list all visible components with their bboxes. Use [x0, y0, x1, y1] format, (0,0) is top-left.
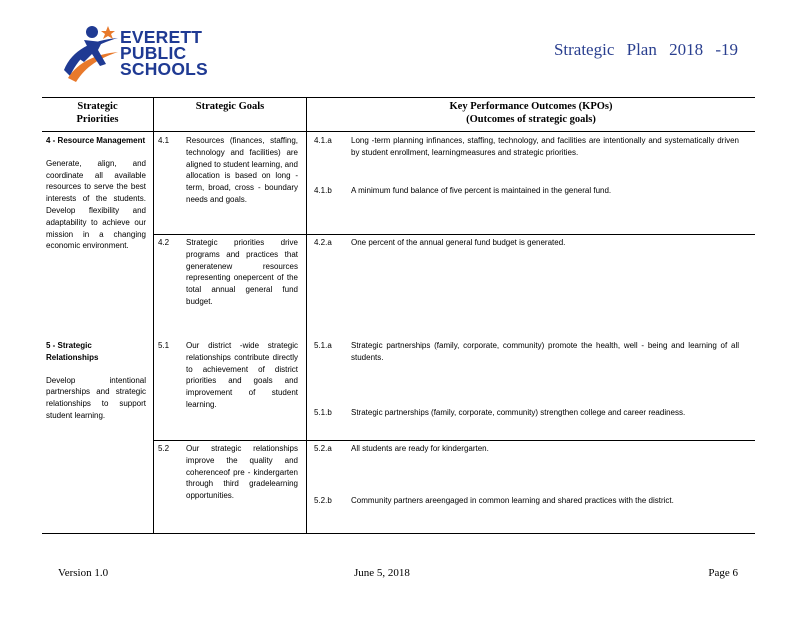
- logo-line-2: PUBLIC: [120, 43, 187, 63]
- goal-text: Resources (finances, staffing, technology and facilities) are aligned to student learning, and allocation is based on long -term, broad, cross - boundary needs and goals.: [186, 136, 298, 204]
- kpo-text: Community partners areengaged in common learning and shared practices with the district.: [351, 496, 674, 505]
- priority-4: [46, 135, 146, 252]
- goal-text: Our district -wide strategic relationships contribute directly to achievement of district priorities and goals and improvement of student learning.: [186, 341, 298, 409]
- logo-line-1: EVERETT: [120, 27, 203, 47]
- header-goals-title: Strategic Goals: [195, 101, 265, 112]
- header-goals: [154, 100, 306, 113]
- kpo-number: 4.2.a: [314, 238, 332, 247]
- goal-number: 4.1: [158, 136, 170, 145]
- kpo-number: 4.1.b: [314, 186, 332, 195]
- row-rule-5-2: [153, 440, 755, 441]
- logo-line-3: SCHOOLS: [120, 59, 208, 79]
- row-rule-4-2: [153, 234, 755, 235]
- priority-title: 4 - Resource Management: [46, 136, 146, 145]
- runner-swoosh-icon: [58, 20, 124, 86]
- kpo-number: 5.2.a: [314, 444, 332, 453]
- priority-description: Develop intentional partnerships and strategic relationships to support student learning.: [46, 375, 146, 420]
- goal-number: 4.2: [158, 238, 170, 247]
- district-logo: [58, 20, 228, 88]
- kpo-text: One percent of the annual general fund budget is generated.: [351, 238, 566, 247]
- header-priorities-sub: Priorities: [76, 114, 119, 125]
- header-kpos-sub: (Outcomes of strategic goals): [466, 114, 596, 125]
- header-kpos-title: Key Performance Outcomes (KPOs): [449, 101, 613, 112]
- header-kpos: [307, 100, 755, 126]
- kpo-text: Long -term planning infinances, staffing, technology, and facilities are intentionally and systematically driven by student enrollment, learningmeasures and strategic priorities.: [351, 136, 739, 157]
- goal-number: 5.2: [158, 444, 170, 453]
- header-priorities: [42, 100, 153, 126]
- logo-wordmark: [120, 29, 208, 77]
- table-top-rule: [42, 97, 755, 98]
- kpo-text: A minimum fund balance of five percent is maintained in the general fund.: [351, 186, 612, 195]
- goal-number: 5.1: [158, 341, 170, 350]
- header-priorities-title: Strategic: [77, 101, 118, 112]
- priority-5: [46, 340, 146, 422]
- kpo-text: All students are ready for kindergarten.: [351, 444, 489, 453]
- col-divider-2: [306, 97, 307, 534]
- footer-page-number: Page 6: [708, 567, 738, 579]
- kpo-number: 5.1.a: [314, 341, 332, 350]
- header-bottom-rule: [42, 131, 755, 132]
- priority-title: 5 - Strategic Relationships: [46, 341, 99, 362]
- kpo-text: Strategic partnerships (family, corporate, community) strengthen college and career readiness.: [351, 408, 686, 417]
- goal-text: Strategic priorities drive programs and practices that generatenew resources representing onepercent of the total annual general fund budget.: [186, 238, 298, 306]
- kpo-number: 5.2.b: [314, 496, 332, 505]
- footer-version: Version 1.0: [58, 567, 109, 579]
- table-bottom-rule: [42, 533, 755, 534]
- col-divider-1: [153, 97, 154, 534]
- document-title: Strategic Plan 2018 -19: [553, 40, 738, 59]
- goal-text: Our strategic relationships improve the quality and coherenceof pre - kindergarten through third gradelearning opportunities.: [186, 444, 298, 501]
- kpo-number: 5.1.b: [314, 408, 332, 417]
- footer-date: June 5, 2018: [354, 567, 410, 579]
- kpo-number: 4.1.a: [314, 136, 332, 145]
- kpo-text: Strategic partnerships (family, corporate, community) promote the health, well - being and learning of all students.: [351, 341, 739, 362]
- priority-description: Generate, align, and coordinate all available resources to serve the best interests of the students. Develop flexibility and adaptability to achieve our mission in a changing economic environment.: [46, 158, 146, 251]
